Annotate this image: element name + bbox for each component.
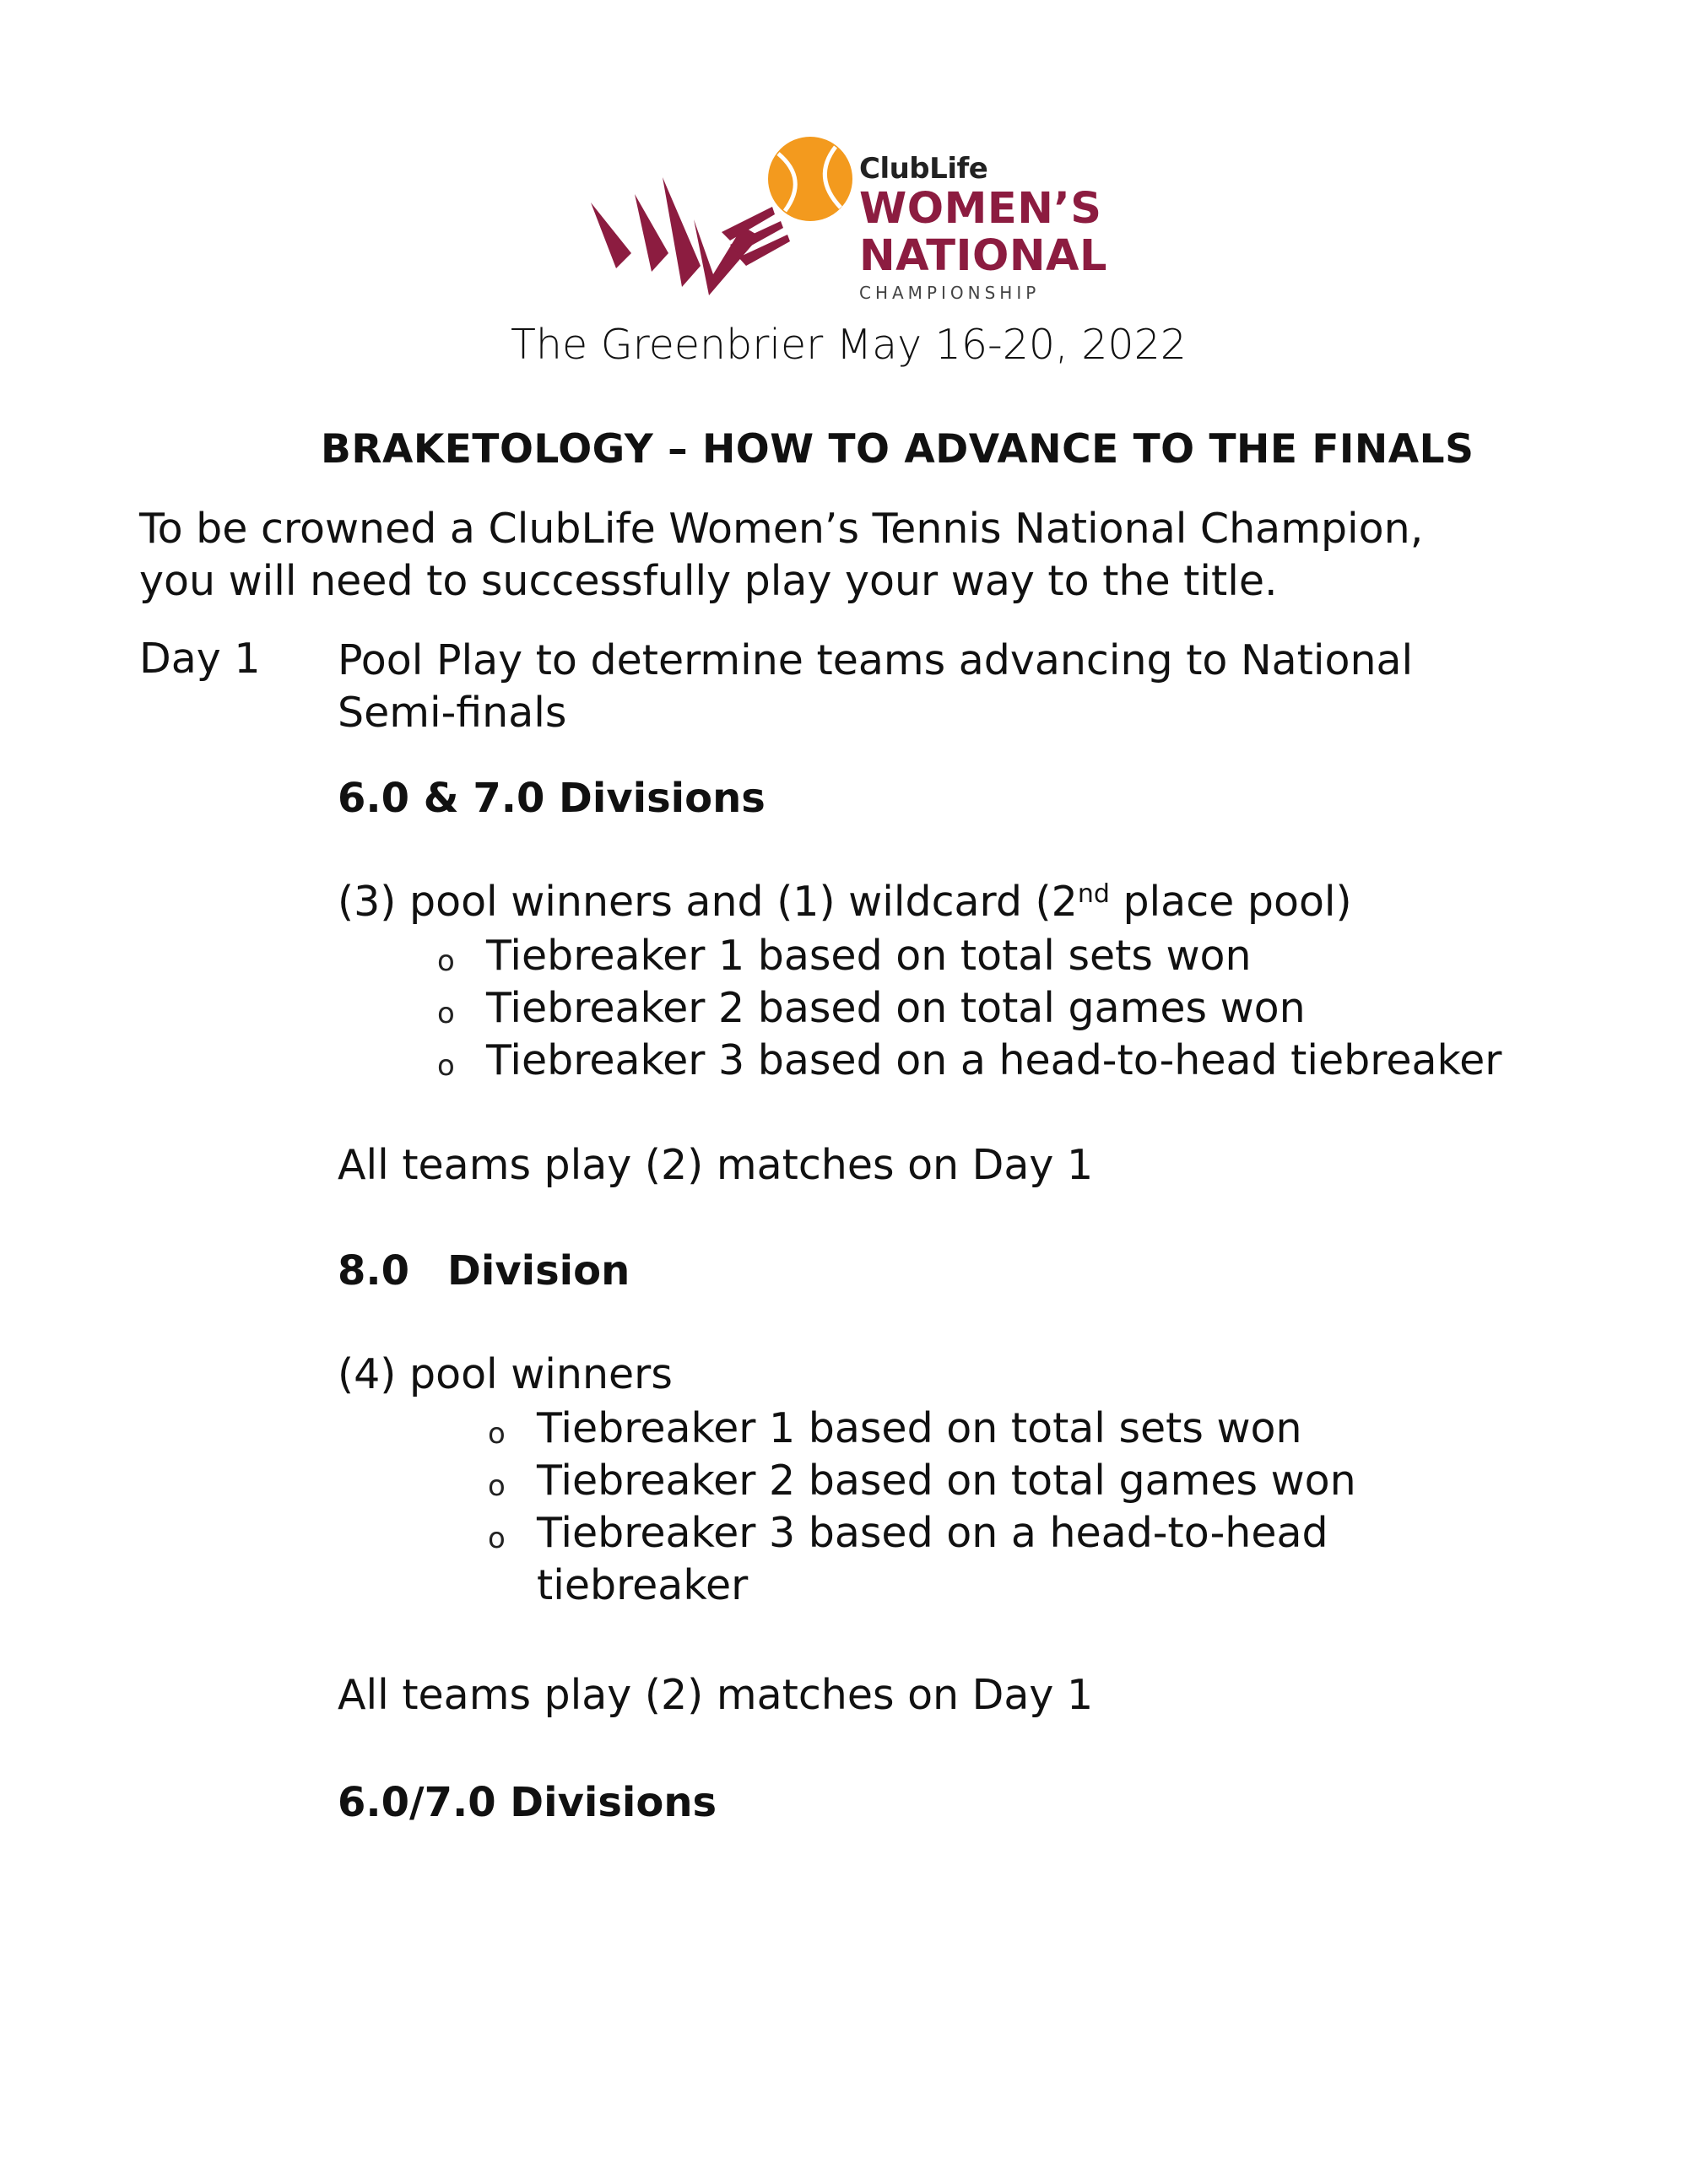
list-item (437, 1035, 1501, 1087)
tennis-ball-icon (768, 137, 852, 221)
section-a-intro-sup: nd (1077, 879, 1110, 909)
section-a-intro (338, 878, 1352, 926)
list-item-continuation (488, 1560, 1356, 1612)
section-a-tiebreakers (437, 930, 1501, 1087)
bullet-circle-icon: o (437, 997, 455, 1030)
bullet-circle-icon: o (437, 944, 455, 978)
bullet-circle-icon: o (488, 1417, 506, 1451)
list-item (488, 1507, 1356, 1560)
section-heading-6-7: 6.0 & 7.0 Divisions (338, 775, 766, 822)
bullet-circle-icon: o (488, 1469, 506, 1503)
intro-line-2: you will need to successfully play your way to the title. (139, 557, 1278, 605)
section-a-intro-post: place pool) (1109, 878, 1352, 926)
list-item (488, 1455, 1356, 1507)
section-b-note: All teams play (2) matches on Day 1 (338, 1671, 1094, 1719)
section-b-title-word: Division (447, 1247, 630, 1295)
list-item-text: Tiebreaker 1 based on total sets won (486, 932, 1252, 980)
venue-dates: The Greenbrier May 16-20, 2022 (511, 321, 1187, 369)
logo-mark-icon (582, 127, 861, 308)
logo-brand: ClubLife (859, 152, 988, 186)
list-item (437, 930, 1501, 982)
bullet-circle-icon: o (488, 1522, 506, 1555)
list-item-text: Tiebreaker 2 based on total games won (486, 984, 1306, 1032)
section-a-intro-pre: (3) pool winners and (1) wildcard (2 (338, 878, 1078, 926)
logo-line-championship: CHAMPIONSHIP (859, 283, 1041, 303)
day-description (338, 635, 1413, 739)
list-item-text: Tiebreaker 3 based on a head-to-head (537, 1509, 1328, 1557)
section-b-tiebreakers (488, 1403, 1356, 1612)
day-label: Day 1 (139, 635, 261, 683)
list-item (488, 1403, 1356, 1455)
intro-line-1: To be crowned a ClubLife Women’s Tennis National Champion, (139, 505, 1424, 553)
list-item-text: Tiebreaker 2 based on total games won (537, 1457, 1356, 1505)
bullet-circle-icon: o (437, 1049, 455, 1083)
day-description-line-2: Semi-finals (338, 689, 567, 737)
list-item-text: tiebreaker (537, 1561, 749, 1609)
section-b-intro: (4) pool winners (338, 1350, 673, 1398)
list-item-text: Tiebreaker 3 based on a head-to-head tiebreaker (486, 1036, 1502, 1084)
section-b-title-num: 8.0 (338, 1247, 410, 1295)
page-title: BRAKETOLOGY – HOW TO ADVANCE TO THE FINALS (321, 426, 1474, 473)
section-heading-6-7-second: 6.0/7.0 Divisions (338, 1779, 717, 1826)
logo-line-national: NATIONAL (859, 231, 1107, 281)
intro-paragraph (139, 503, 1591, 608)
list-item-text: Tiebreaker 1 based on total sets won (537, 1404, 1302, 1452)
list-item (437, 982, 1501, 1035)
logo-line-womens: WOMEN’S (859, 184, 1102, 234)
logo-wordmark (859, 152, 1107, 304)
section-heading-8 (338, 1247, 630, 1295)
championship-logo (582, 127, 1131, 308)
day-description-line-1: Pool Play to determine teams advancing to National (338, 636, 1414, 684)
section-a-note: All teams play (2) matches on Day 1 (338, 1141, 1094, 1189)
